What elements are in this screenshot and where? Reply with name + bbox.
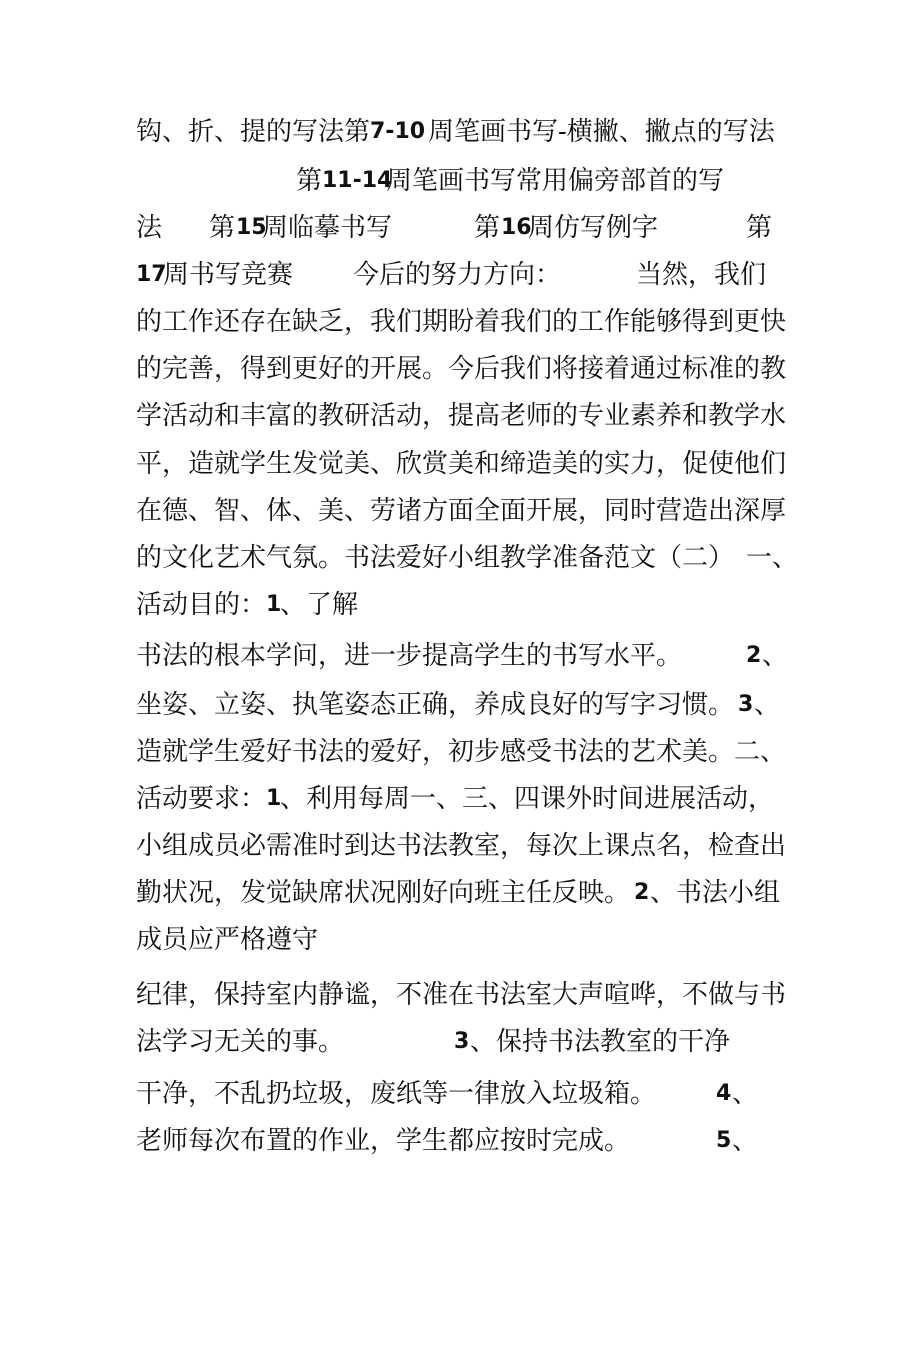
text-line xyxy=(0,1019,731,1065)
text-line xyxy=(0,682,781,728)
text-segment: 学活动和丰富的教研活动，提高老师的专业素养和教学水 xyxy=(136,401,787,431)
text-line xyxy=(0,158,725,204)
text-line xyxy=(0,823,787,869)
text-segment: 造就学生爱好书法的爱好，初步感受书法的艺术美。二、 xyxy=(136,737,787,767)
text-line xyxy=(0,346,787,392)
text-segment: 、 xyxy=(762,641,789,671)
number-segment: 1 xyxy=(266,786,282,811)
text-segment: 纪律，保持室内静谧，不准在书法室大声喧哗，不做与书 xyxy=(136,980,787,1010)
text-segment: 活动要求： xyxy=(136,784,267,814)
text-line xyxy=(0,582,359,628)
text-segment: 老师每次布置的作业，学生都应按时完成。 xyxy=(136,1126,631,1156)
number-segment: 7-10 xyxy=(370,119,426,144)
text-line xyxy=(0,729,787,775)
text-line xyxy=(0,299,787,345)
text-segment: 、利用每周一、三、四课外时间进展活动， xyxy=(280,784,775,814)
text-line xyxy=(0,441,787,487)
text-segment: 的文化艺术气氛。书法爱好小组教学准备范文（二） xyxy=(136,543,735,573)
text-segment: 周笔画书写-横撇、撇点的写法 xyxy=(428,117,775,147)
text-segment: 的完善，得到更好的开展。今后我们将接着通过标准的教 xyxy=(136,354,787,384)
text-line xyxy=(0,972,787,1018)
text-line xyxy=(0,1071,759,1117)
text-line xyxy=(0,633,789,679)
text-segment: 书法的根本学问，进一步提高学生的书写水平。 xyxy=(136,641,683,671)
text-segment: 当然，我们 xyxy=(636,260,767,290)
text-segment: 小组成员必需准时到达书法教室，每次上课点名，检查出 xyxy=(136,831,787,861)
text-line xyxy=(0,109,775,155)
text-segment: 、 xyxy=(754,690,781,720)
text-segment: 周笔画书写常用偏旁部首的写 xyxy=(386,166,725,196)
text-line xyxy=(0,917,319,963)
text-segment: 、书法小组 xyxy=(650,878,781,908)
text-segment: 勤状况，发觉缺席状况刚好向班主任反映。 xyxy=(136,878,631,908)
number-segment: 16 xyxy=(501,215,532,240)
text-segment: 第 xyxy=(746,213,773,243)
text-segment: 在德、智、体、美、劳诸方面全面开展，同时营造出深厚 xyxy=(136,496,787,526)
text-segment: 干净，不乱扔垃圾，废纸等一律放入垃圾箱。 xyxy=(136,1079,657,1109)
text-line xyxy=(0,488,787,534)
text-segment: 第 xyxy=(296,166,323,196)
text-line xyxy=(0,1118,759,1164)
text-segment: 第 xyxy=(209,213,236,243)
text-segment: 周临摹书写 xyxy=(262,213,393,243)
text-segment: 第 xyxy=(474,213,501,243)
text-line xyxy=(0,870,781,916)
number-segment: 15 xyxy=(236,215,267,240)
text-line xyxy=(0,393,787,439)
number-segment: 2 xyxy=(746,643,762,668)
text-line xyxy=(0,252,767,298)
number-segment: 5 xyxy=(716,1128,732,1153)
text-segment: 钩、折、提的写法第 xyxy=(136,117,371,147)
number-segment: 17 xyxy=(136,262,167,287)
text-segment: 、 xyxy=(732,1126,759,1156)
text-line xyxy=(0,535,799,581)
text-segment: 法 xyxy=(136,213,163,243)
text-segment: 一、 xyxy=(746,543,799,573)
text-segment: 、 xyxy=(732,1079,759,1109)
text-segment: 今后的努力方向： xyxy=(353,260,562,290)
text-segment: 的工作还存在缺乏，我们期盼着我们的工作能够得到更快 xyxy=(136,307,787,337)
number-segment: 11-14 xyxy=(322,168,393,193)
text-line xyxy=(0,205,773,251)
number-segment: 4 xyxy=(716,1081,732,1106)
number-segment: 1 xyxy=(266,592,282,617)
text-line xyxy=(0,776,775,822)
text-segment: 周书写竞赛 xyxy=(163,260,294,290)
text-segment: 、了解 xyxy=(280,590,359,620)
text-segment: 、保持书法教室的干净 xyxy=(470,1027,731,1057)
number-segment: 3 xyxy=(454,1029,470,1054)
text-segment: 坐姿、立姿、执笔姿态正确，养成良好的写字习惯。 xyxy=(136,690,735,720)
number-segment: 2 xyxy=(634,880,650,905)
text-segment: 周仿写例字 xyxy=(528,213,659,243)
text-segment: 法学习无关的事。 xyxy=(136,1027,345,1057)
text-segment: 成员应严格遵守 xyxy=(136,925,319,955)
text-segment: 平，造就学生发觉美、欣赏美和缔造美的实力，促使他们 xyxy=(136,449,787,479)
number-segment: 3 xyxy=(738,692,754,717)
text-segment: 活动目的： xyxy=(136,590,267,620)
